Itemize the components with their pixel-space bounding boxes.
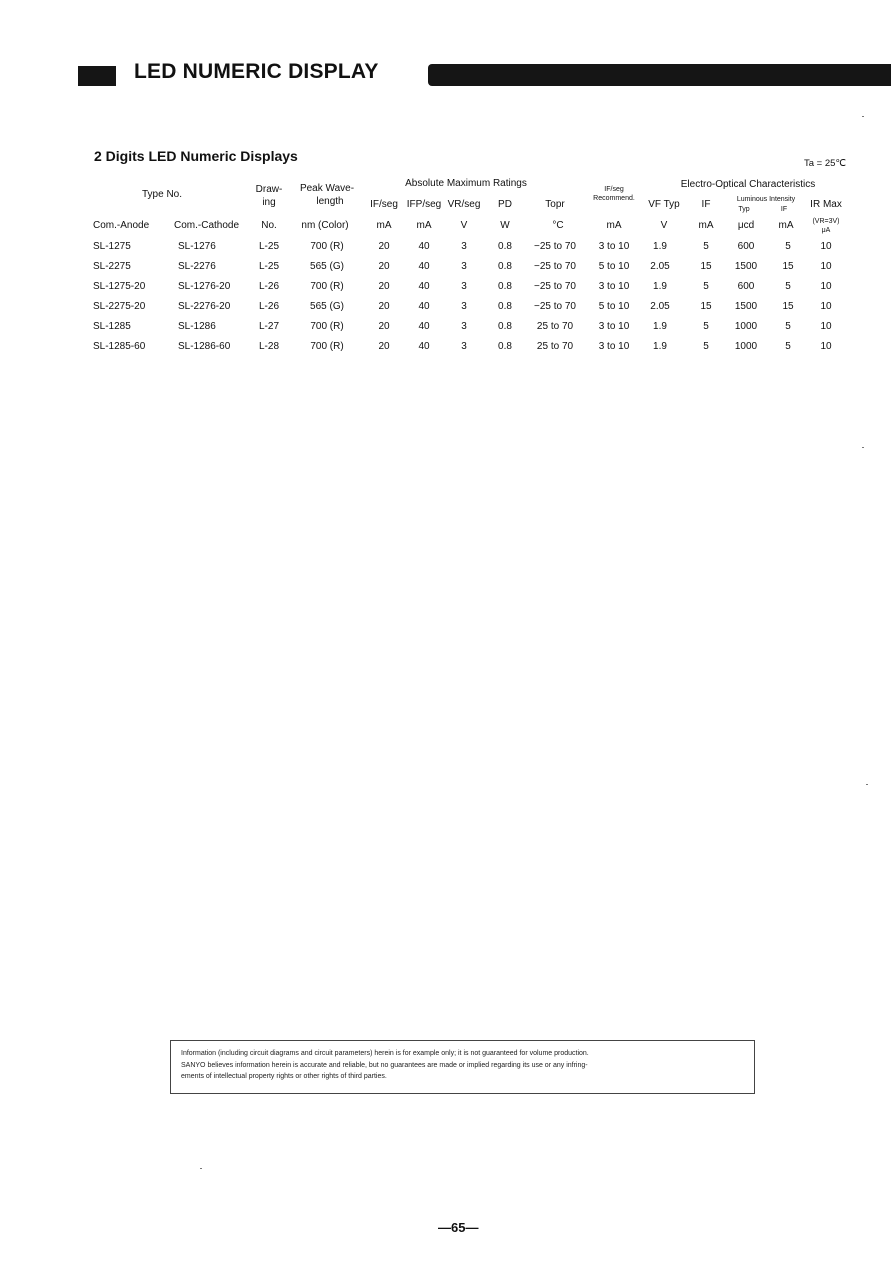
unit-header-ir-ua: (VR=3V) μA: [812, 218, 840, 234]
subheader-topr: Topr: [545, 199, 565, 210]
cell-com-cathode: SL-2276: [178, 261, 216, 272]
cell-luminous-typ: 1500: [734, 301, 758, 312]
cell-vr-seg: 3: [461, 301, 467, 312]
cell-ir-max: 10: [820, 301, 832, 312]
cell-com-anode: SL-1275: [93, 241, 131, 252]
cell-pd: 0.8: [498, 241, 512, 252]
cell-if-seg: 20: [378, 281, 390, 292]
subheader-vf-typ: VF Typ: [648, 199, 680, 210]
cell-ir-max: 10: [820, 261, 832, 272]
header-absolute-max: Absolute Maximum Ratings: [405, 178, 527, 189]
cell-pd: 0.8: [498, 261, 512, 272]
cell-if-recommend: 3 to 10: [598, 321, 630, 332]
cell-if-seg: 20: [378, 321, 390, 332]
cell-luminous-if: 5: [785, 281, 791, 292]
header-luminous-typ: Typ: [738, 206, 750, 213]
cell-topr: −25 to 70: [534, 241, 576, 252]
cell-ir-max: 10: [820, 341, 832, 352]
unit-header-com-anode: Com.-Anode: [93, 220, 150, 231]
unit-header-w: W: [500, 220, 510, 231]
unit-header-ma-1: mA: [376, 220, 392, 231]
cell-ifp-seg: 40: [418, 261, 430, 272]
scan-speck: [866, 784, 868, 785]
cell-peak-wavelength: 565 (G): [310, 261, 344, 272]
disclaimer-notice: [170, 1040, 755, 1094]
cell-topr: 25 to 70: [536, 341, 574, 352]
cell-luminous-if: 15: [782, 261, 794, 272]
cell-ifp-seg: 40: [418, 241, 430, 252]
cell-vf-typ: 1.9: [653, 341, 667, 352]
unit-header-celsius: °C: [552, 220, 564, 231]
header-electro-optical: Electro-Optical Characteristics: [680, 179, 816, 190]
cell-luminous-if: 5: [785, 321, 791, 332]
cell-com-cathode: SL-1286-60: [178, 341, 231, 352]
cell-com-anode: SL-2275-20: [93, 301, 146, 312]
cell-com-cathode: SL-1276-20: [178, 281, 231, 292]
cell-vr-seg: 3: [461, 261, 467, 272]
page-header-title: LED NUMERIC DISPLAY: [134, 60, 379, 83]
cell-drawing-no: L-25: [258, 241, 280, 252]
cell-com-cathode: SL-1276: [178, 241, 216, 252]
cell-if-recommend: 3 to 10: [598, 281, 630, 292]
cell-peak-wavelength: 700 (R): [310, 281, 344, 292]
cell-drawing-no: L-26: [258, 301, 280, 312]
cell-peak-wavelength: 700 (R): [310, 341, 344, 352]
cell-ir-max: 10: [820, 281, 832, 292]
unit-header-v-1: V: [460, 220, 468, 231]
header-drawing-line1: Draw-: [255, 184, 283, 195]
cell-luminous-if: 5: [785, 241, 791, 252]
cell-drawing-no: L-26: [258, 281, 280, 292]
unit-header-nm-color: nm (Color): [301, 220, 349, 231]
cell-vf-typ: 2.05: [650, 301, 670, 312]
subheader-if: IF: [701, 199, 711, 210]
cell-if-recommend: 5 to 10: [598, 301, 630, 312]
cell-pd: 0.8: [498, 321, 512, 332]
header-drawing-line2: ing: [262, 197, 276, 208]
cell-ifp-seg: 40: [418, 301, 430, 312]
header-peak-line2: length: [316, 196, 344, 207]
cell-drawing-no: L-27: [258, 321, 280, 332]
cell-vf-typ: 1.9: [653, 241, 667, 252]
section-title: 2 Digits LED Numeric Displays: [94, 148, 298, 164]
subheader-ifp-seg: IFP/seg: [406, 199, 442, 210]
unit-header-ucd: μcd: [737, 220, 755, 231]
cell-topr: −25 to 70: [534, 301, 576, 312]
header-luminous-intensity: Luminous Intensity: [736, 196, 796, 203]
cell-pd: 0.8: [498, 281, 512, 292]
cell-ifp-seg: 40: [418, 341, 430, 352]
unit-header-drawing-no: No.: [261, 220, 277, 231]
cell-vr-seg: 3: [461, 321, 467, 332]
cell-peak-wavelength: 565 (G): [310, 301, 344, 312]
cell-ir-max: 10: [820, 321, 832, 332]
unit-header-ma-3: mA: [606, 220, 622, 231]
cell-luminous-typ: 1000: [734, 341, 758, 352]
cell-peak-wavelength: 700 (R): [310, 321, 344, 332]
cell-luminous-if: 15: [782, 301, 794, 312]
header-luminous-if: IF: [780, 206, 788, 213]
header-peak-line1: Peak Wave-: [299, 183, 355, 194]
cell-peak-wavelength: 700 (R): [310, 241, 344, 252]
cell-if: 5: [703, 341, 709, 352]
cell-com-anode: SL-1275-20: [93, 281, 146, 292]
cell-if: 5: [703, 281, 709, 292]
cell-vr-seg: 3: [461, 281, 467, 292]
cell-com-cathode: SL-2276-20: [178, 301, 231, 312]
header-if-recommend-line2: Recommend.: [593, 195, 635, 202]
page-number: —65—: [438, 1220, 479, 1235]
cell-pd: 0.8: [498, 301, 512, 312]
unit-header-ma-4: mA: [698, 220, 714, 231]
cell-vr-seg: 3: [461, 241, 467, 252]
cell-topr: −25 to 70: [534, 261, 576, 272]
scan-speck: [200, 1168, 202, 1169]
subheader-pd: PD: [498, 199, 512, 210]
cell-if: 15: [700, 301, 712, 312]
cell-if-recommend: 5 to 10: [598, 261, 630, 272]
header-if-recommend-line1: IF/seg: [604, 186, 624, 193]
cell-if: 15: [700, 261, 712, 272]
header-type-no: Type No.: [141, 189, 183, 200]
cell-luminous-if: 5: [785, 341, 791, 352]
unit-header-ma-2: mA: [416, 220, 432, 231]
cell-if-seg: 20: [378, 341, 390, 352]
cell-vf-typ: 1.9: [653, 281, 667, 292]
cell-pd: 0.8: [498, 341, 512, 352]
cell-vr-seg: 3: [461, 341, 467, 352]
cell-com-anode: SL-1285-60: [93, 341, 146, 352]
cell-luminous-typ: 1000: [734, 321, 758, 332]
cell-drawing-no: L-28: [258, 341, 280, 352]
cell-if-seg: 20: [378, 241, 390, 252]
cell-luminous-typ: 600: [737, 281, 755, 292]
cell-topr: −25 to 70: [534, 281, 576, 292]
unit-header-v-2: V: [660, 220, 668, 231]
cell-vf-typ: 1.9: [653, 321, 667, 332]
notice-line: ements of intellectual property rights or other rights of third parties.: [181, 1073, 387, 1080]
cell-drawing-no: L-25: [258, 261, 280, 272]
unit-header-com-cathode: Com.-Cathode: [174, 220, 240, 231]
ambient-temperature-note: Ta = 25℃: [804, 158, 847, 169]
notice-line: Information (including circuit diagrams and circuit parameters) herein is for example only; it is not guaranteed for volume production.: [181, 1050, 589, 1057]
cell-if-recommend: 3 to 10: [598, 341, 630, 352]
header-black-bar: [428, 64, 891, 86]
cell-if-seg: 20: [378, 301, 390, 312]
scan-speck: [862, 447, 864, 448]
cell-topr: 25 to 70: [536, 321, 574, 332]
cell-luminous-typ: 1500: [734, 261, 758, 272]
cell-ifp-seg: 40: [418, 321, 430, 332]
cell-if: 5: [703, 321, 709, 332]
cell-com-anode: SL-2275: [93, 261, 131, 272]
cell-com-cathode: SL-1286: [178, 321, 216, 332]
cell-com-anode: SL-1285: [93, 321, 131, 332]
unit-header-ma-5: mA: [778, 220, 794, 231]
subheader-ir-max: IR Max: [810, 199, 842, 210]
header-black-block: [78, 66, 116, 86]
scan-speck: [862, 116, 864, 117]
cell-if-recommend: 3 to 10: [598, 241, 630, 252]
cell-ir-max: 10: [820, 241, 832, 252]
subheader-if-seg: IF/seg: [370, 199, 398, 210]
notice-line: SANYO believes information herein is accurate and reliable, but no guarantees are made or implied regarding its use or any infring-: [181, 1061, 588, 1069]
cell-ifp-seg: 40: [418, 281, 430, 292]
subheader-vr-seg: VR/seg: [447, 199, 481, 210]
cell-luminous-typ: 600: [737, 241, 755, 252]
cell-vf-typ: 2.05: [650, 261, 670, 272]
cell-if-seg: 20: [378, 261, 390, 272]
cell-if: 5: [703, 241, 709, 252]
